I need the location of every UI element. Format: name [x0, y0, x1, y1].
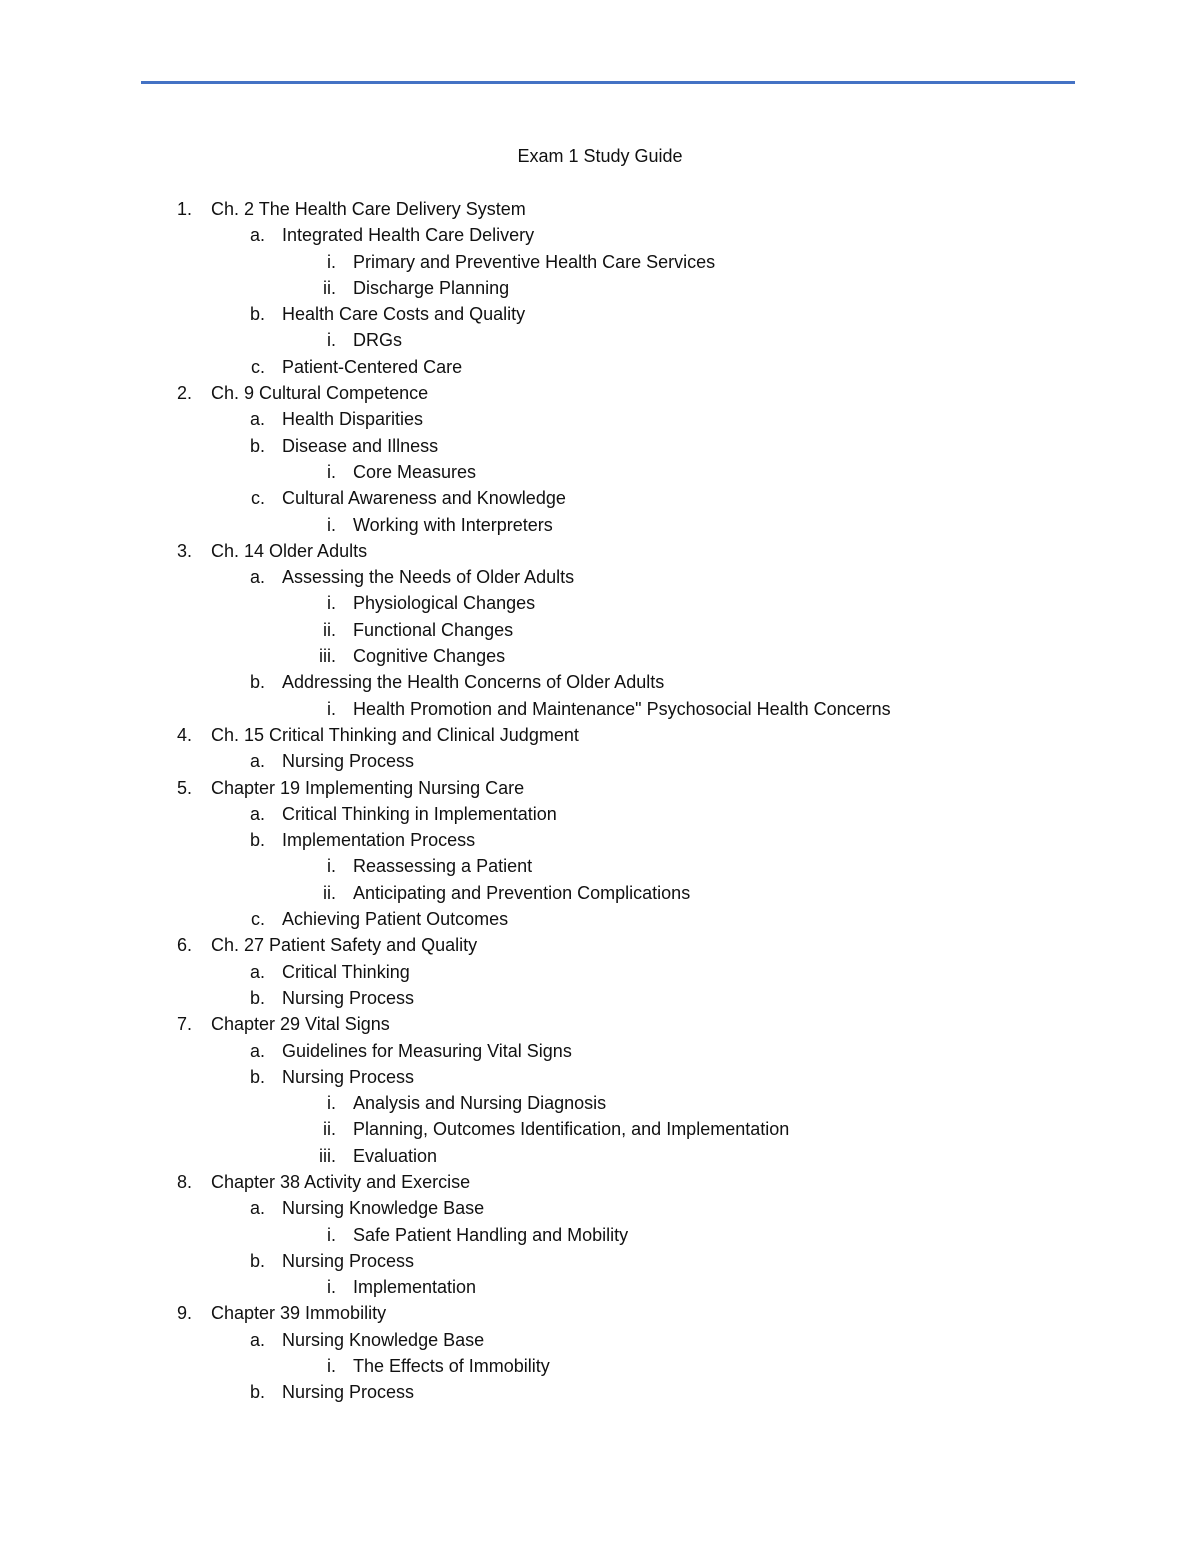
list-item-text: Evaluation: [353, 1145, 438, 1166]
list-item-text: DRGs: [353, 330, 402, 351]
list-marker: i.: [327, 1093, 336, 1114]
list-marker: ii.: [323, 882, 336, 903]
list-item-text: Critical Thinking: [282, 961, 410, 982]
list-marker: a.: [249, 1198, 265, 1219]
outline-item-level-2: [0, 1248, 1200, 1274]
outline-item-level-2: [0, 1038, 1200, 1064]
outline-item-level-2: [0, 669, 1200, 695]
list-item-text: Implementation: [353, 1277, 477, 1298]
list-item-text: Functional Changes: [353, 619, 514, 640]
outline-item-level-1: [0, 1169, 1200, 1195]
outline-item-level-1: [0, 932, 1200, 958]
outline-item-level-2: [0, 801, 1200, 827]
list-marker: a.: [249, 409, 265, 430]
list-item-text: Chapter 39 Immobility: [211, 1303, 387, 1324]
list-item-text: Discharge Planning: [353, 277, 510, 298]
list-item-text: Disease and Illness: [282, 435, 439, 456]
list-marker: i.: [327, 1224, 336, 1245]
list-item-text: Nursing Process: [282, 1250, 415, 1271]
list-item-text: Ch. 15 Critical Thinking and Clinical Judgment: [211, 724, 579, 745]
list-item-text: Addressing the Health Concerns of Older Adults: [282, 672, 665, 693]
list-item-text: Ch. 9 Cultural Competence: [211, 383, 429, 404]
list-marker: 9.: [176, 1303, 192, 1324]
list-marker: i.: [327, 1356, 336, 1377]
list-marker: 7.: [176, 1014, 192, 1035]
list-item-text: Guidelines for Measuring Vital Signs: [282, 1040, 572, 1061]
list-marker: iii.: [319, 1145, 336, 1166]
list-item-text: Chapter 29 Vital Signs: [211, 1014, 390, 1035]
list-item-text: Nursing Process: [282, 1382, 415, 1403]
outline-item-level-1: [0, 775, 1200, 801]
outline-item-level-3: [0, 1090, 1200, 1116]
list-marker: b.: [249, 304, 265, 325]
outline-item-level-2: [0, 433, 1200, 459]
header-rule: [141, 81, 1075, 84]
list-item-text: Integrated Health Care Delivery: [282, 225, 535, 246]
list-item-text: Chapter 38 Activity and Exercise: [211, 1171, 471, 1192]
list-marker: 3.: [176, 540, 192, 561]
list-marker: a.: [249, 1329, 265, 1350]
list-marker: i.: [327, 1277, 336, 1298]
list-item-text: Cognitive Changes: [353, 646, 506, 667]
list-item-text: Implementation Process: [282, 830, 476, 851]
outline-item-level-3: [0, 512, 1200, 538]
list-marker: c.: [250, 488, 265, 509]
list-item-text: Ch. 2 The Health Care Delivery System: [211, 199, 526, 219]
list-marker: ii.: [323, 1119, 336, 1140]
outline-item-level-3: [0, 1274, 1200, 1300]
list-marker: i.: [327, 251, 336, 272]
document-title: Exam 1 Study Guide: [517, 146, 683, 166]
outline-item-level-2: [0, 301, 1200, 327]
outline-item-level-1: [0, 1011, 1200, 1037]
list-item-text: Nursing Process: [282, 751, 415, 772]
outline-item-level-1: [0, 722, 1200, 748]
outline-item-level-2: [0, 985, 1200, 1011]
list-item-text: Critical Thinking in Implementation: [282, 803, 557, 824]
outline-item-level-2: [0, 406, 1200, 432]
list-item-text: Nursing Knowledge Base: [282, 1329, 485, 1350]
list-marker: 8.: [176, 1171, 192, 1192]
outline-item-level-3: [0, 1116, 1200, 1142]
outline-item-level-2: [0, 1064, 1200, 1090]
outline-item-level-1: [0, 196, 1200, 222]
list-marker: iii.: [319, 646, 336, 667]
outline-item-level-3: [0, 249, 1200, 275]
list-item-text: Nursing Process: [282, 987, 415, 1008]
list-marker: a.: [249, 751, 265, 772]
outline-item-level-1: [0, 380, 1200, 406]
list-marker: 5.: [176, 777, 192, 798]
list-marker: b.: [249, 987, 265, 1008]
list-item-text: Achieving Patient Outcomes: [282, 909, 509, 930]
list-item-text: Core Measures: [353, 461, 477, 482]
list-marker: 2.: [176, 383, 192, 404]
outline-item-level-3: [0, 617, 1200, 643]
list-marker: i.: [327, 514, 336, 535]
list-marker: ii.: [323, 277, 336, 298]
list-marker: b.: [249, 1382, 265, 1403]
outline-item-level-1: [0, 538, 1200, 564]
outline-item-level-2: [0, 222, 1200, 248]
outline-item-level-2: [0, 1379, 1200, 1405]
list-item-text: Planning, Outcomes Identification, and Implementation: [353, 1119, 790, 1140]
outline-item-level-2: [0, 906, 1200, 932]
list-item-text: Physiological Changes: [353, 593, 536, 614]
outline-item-level-2: [0, 354, 1200, 380]
list-marker: c.: [250, 909, 265, 930]
outline-item-level-3: [0, 327, 1200, 353]
outline-item-level-3: [0, 590, 1200, 616]
list-item-text: Analysis and Nursing Diagnosis: [353, 1093, 607, 1114]
list-item-text: Nursing Process: [282, 1066, 415, 1087]
list-item-text: Chapter 19 Implementing Nursing Care: [211, 777, 525, 798]
outline-item-level-3: [0, 880, 1200, 906]
list-marker: a.: [249, 1040, 265, 1061]
list-marker: i.: [327, 593, 336, 614]
outline-item-level-2: [0, 959, 1200, 985]
list-item-text: Assessing the Needs of Older Adults: [282, 567, 575, 588]
study-outline: [0, 196, 1200, 1406]
list-marker: b.: [249, 1250, 265, 1271]
outline-item-level-1: [0, 1300, 1200, 1326]
list-item-text: Anticipating and Prevention Complications: [353, 882, 691, 903]
outline-item-level-3: [0, 1353, 1200, 1379]
outline-item-level-3: [0, 696, 1200, 722]
list-marker: 4.: [176, 724, 192, 745]
outline-item-level-3: [0, 275, 1200, 301]
list-marker: b.: [249, 1066, 265, 1087]
list-marker: i.: [327, 330, 336, 351]
list-item-text: Primary and Preventive Health Care Services: [353, 251, 716, 272]
list-marker: a.: [249, 225, 265, 246]
list-marker: i.: [327, 698, 336, 719]
list-marker: b.: [249, 830, 265, 851]
list-item-text: Ch. 27 Patient Safety and Quality: [211, 935, 478, 956]
list-marker: ii.: [323, 619, 336, 640]
outline-item-level-2: [0, 748, 1200, 774]
list-marker: a.: [249, 803, 265, 824]
outline-item-level-2: [0, 1195, 1200, 1221]
outline-item-level-3: [0, 459, 1200, 485]
list-item-text: Nursing Knowledge Base: [282, 1198, 485, 1219]
outline-item-level-2: [0, 485, 1200, 511]
list-item-text: Health Promotion and Maintenance" Psychosocial Health Concerns: [353, 698, 891, 719]
list-item-text: Safe Patient Handling and Mobility: [353, 1224, 629, 1245]
list-marker: b.: [249, 435, 265, 456]
outline-item-level-3: [0, 1143, 1200, 1169]
list-item-text: Patient-Centered Care: [282, 356, 463, 377]
list-item-text: The Effects of Immobility: [353, 1356, 550, 1377]
list-marker: a.: [249, 567, 265, 588]
list-marker: i.: [327, 461, 336, 482]
outline-item-level-3: [0, 853, 1200, 879]
list-marker: 1.: [176, 199, 192, 219]
list-item-text: Health Care Costs and Quality: [282, 304, 526, 325]
list-item-text: Ch. 14 Older Adults: [211, 540, 368, 561]
outline-item-level-3: [0, 1222, 1200, 1248]
outline-item-level-2: [0, 1327, 1200, 1353]
list-item-text: Working with Interpreters: [353, 514, 553, 535]
list-marker: b.: [249, 672, 265, 693]
list-marker: 6.: [176, 935, 192, 956]
outline-item-level-2: [0, 564, 1200, 590]
outline-item-level-3: [0, 643, 1200, 669]
list-item-text: Cultural Awareness and Knowledge: [282, 488, 566, 509]
list-item-text: Health Disparities: [282, 409, 424, 430]
list-marker: i.: [327, 856, 336, 877]
list-marker: c.: [250, 356, 265, 377]
list-marker: a.: [249, 961, 265, 982]
list-item-text: Reassessing a Patient: [353, 856, 533, 877]
outline-item-level-2: [0, 827, 1200, 853]
